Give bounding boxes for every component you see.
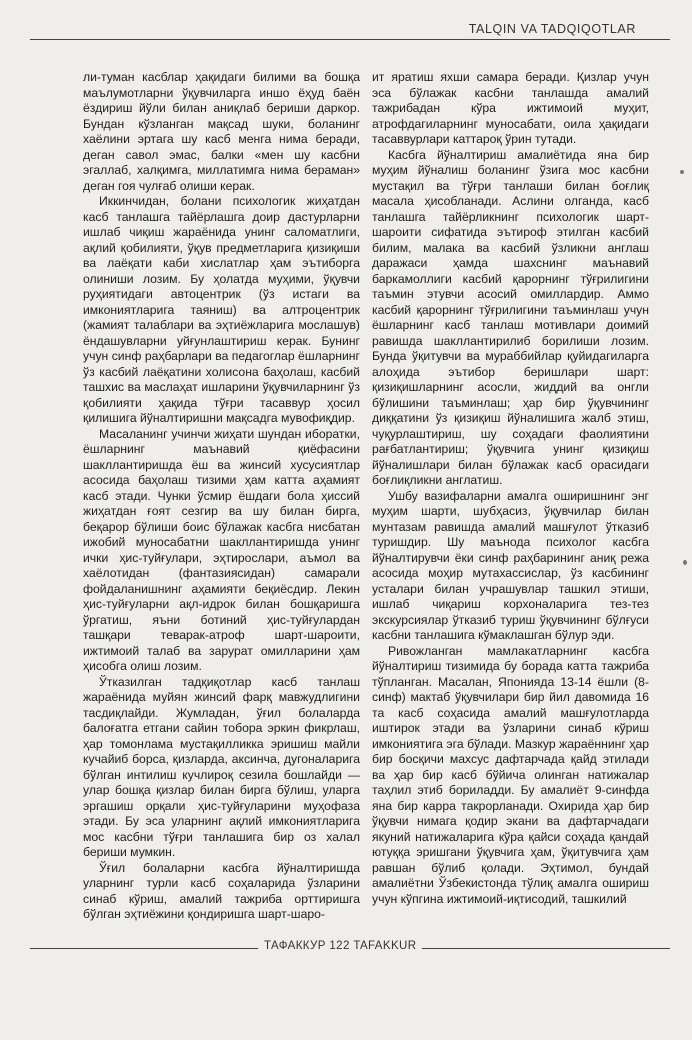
scan-speck [680,170,684,174]
running-footer [30,940,670,960]
running-header [30,22,670,42]
paragraph: Ўғил болаларни касбга йўналтиришда уларнинг турли касб соҳаларида ўзларини синаб кўриш, амалий тажриба орттиришга бўлган эҳтиёжини қондиришга шарт-шаро- [83,860,360,921]
right-column [372,70,649,912]
header-title: TALQIN VA TADQIQOTLAR [463,22,642,36]
paragraph: Ўтказилган тадқиқотлар касб танлаш жараёнида муйян жинсий фарқ мавжудлигини тасдиқлайди. Жумладан, ўғил болаларда балоғатга етгани сайин тобора эркин фикрлаш, ҳар томонлама мустақилликка эришиш майли кучайиб борса, қизларда, аксинча, дугоналарига бўлган интилиш кучлироқ сезила бошлайди — улар бошқа қизлар билан бирга бўлиш, уларга эргашиш орқали ҳис-туйғуларини муҳофаза этади. Бу эса уларнинг ақлий имкониятларига мос касбни тўғри танлашига бир оз халал бериши мумкин. [83,674,360,859]
header-rule [30,39,670,40]
paragraph: ит яратиш яхши самара беради. Қизлар учун эса бўлажак касбни танлашда амалий тажрибадан кўра ижтимоий муҳит, атрофдагиларнинг муносабати, оила ҳақидаги тасаввурлари каттароқ ўрин тутади. [372,70,649,146]
paragraph: Иккинчидан, болани психологик жиҳатдан касб танлашга тайёрлашга доир дастурларни ишлаб чиқиш жараёнида унинг саломатлиги, ақлий қобилияти, ўқув предметларига қизиқиши ва лаёқати каби хислатлар ҳам эътиборга олиниши лозим. Бу ҳолатда муҳими, ўқувчи руҳиятидаги автоцентрик (ўз истаги ва имкониятларига таяниш) ва алтроцентрик (жамият талаблари ва эҳтиёжларига мослашув) ёндашувларни уйғунлаштириш керак. Бунинг учун синф раҳбарлари ва педагоглар ёшларнинг ўз касбий лаёқатини холисона баҳолаш, касбий ташхис ва маслаҳат ишларини ўқувчиларнинг ўз қобилияти ҳақида тўғри тасаввур ҳосил қилишига йўналтиришни мақсадга мувофиқдир. [83,194,360,425]
left-column [83,70,360,921]
footer-page-label: ТАФАККУР 122 TAFAKKUR [258,940,422,952]
paragraph: Масаланинг учинчи жиҳати шундан иборатки, ёшларнинг маънавий қиёфасини шакллантиришда ёш ва жинсий хусусиятлар асосида баҳолаш тизими ҳам катта аҳамият касб этади. Чунки ўсмир ёшдаги бола ҳиссий жиҳатдан ғоят сезгир ва шу билан бирга, беқарор бўлиши боис бўлажак касбга нисбатан ижобий муносабатни шакллантиришда унинг ички ҳис-туйғулари, эҳтирослари, аъмол ва хаёлотидан (фантазиясидан) самарали фойдаланишнинг аҳамияти беқиёсдир. Лекин ҳис-туйғуларни ақл-идрок билан бошқаришга ўргатиш, яъни ботиний ҳис-туйғулардан ташқари теварак-атроф шарт-шароити, ижтимоий талаб ва зарурат омилларини ҳам ҳисобга олиш лозим. [83,426,360,673]
scan-speck [683,560,687,565]
paragraph: Касбга йўналтириш амалиётида яна бир муҳим йўналиш боланинг ўзига мос касбни мустақил ва тўғри танлаши билан боғлиқ масала ҳисобланади. Аслини олганда, касб танлашга тайёрликнинг психологик шарт-шароити сифатида эътироф этилган касбий билим, малака ва касбий ўзликни англаш даражаси ҳамда шахснинг маънавий баркамоллиги касбий қарорнинг тўғрилигини таъмин этувчи асосий омиллардир. Аммо касбий қарорнинг тўғрилигини таъминлаш учун ёшларнинг касб танлаш мотивлари доимий равишда шакллантирилиб борилиши лозим. Бунда ўқитувчи ва мураббийлар қуйидагиларга алоҳида эътибор беришлари шарт: қизиқишларнинг асосли, жиддий ва онгли бўлишини таъминлаш; ҳар бир ўқувчининг диққатини ўз қизиқиш йўналишига жалб этиш, чуқурлаштириш, шу соҳадаги фаолиятини рағбатлантириш; ўқувчига унинг қизиқиш йўналишлари билан бўлажак касб орасидаги боғлиқликни англатиш. [372,147,649,487]
article-body [83,70,649,921]
paragraph: Ривожланган мамлакатларнинг касбга йўналтириш тизимида бу борада катта тажриба тўпланган. Масалан, Японияда 13-14 ёшли (8-синф) мактаб ўқувчилари бир йил давомида 16 та касб соҳасида амалий машғулотларда иштирок этади ва ўзларини синаб кўриш имкониятига эга бўлади. Мазкур жараённинг ҳар бир босқичи махсус дафтарчада қайд этилади ва ҳар бир касб бўйича олинган натижалар таҳлил этиб бориладди. Бу амалиёт 9-синфда яна бир карра такрорланади. Охирида ҳар бир ўқувчи нимага қодир экани ва дафтарчадаги якуний натижаларига кўра қайси соҳада қандай ютуққа эришгани ўқувчига ҳам, ўқитувчига ҳам равшан бўлиб қолади. Эҳтимол, бундай амалиётни Ўзбекистонда тўлиқ амалга ошириш учун кўпгина ижтимоий-иқтисодий, ташкилий [372,643,649,906]
paragraph: Ушбу вазифаларни амалга оширишнинг энг муҳим шарти, шубҳасиз, ўқувчилар билан мунтазам равишда амалий машғулот ўтказиб туришдир. Шу маънода психолог касбга йўналтирувчи ёки синф раҳбарининг аниқ режа асосида моҳир мутахассислар, ўз касбининг усталари билан учрашувлар ташкил этиши, ишлаб чиқариш корхоналарига тез-тез экскурсиялар ўтказиб туриш ўқувчининг бўлғуси касбни танлашига кўмаклашган бўлур эди. [372,488,649,642]
paragraph: ли-туман касблар ҳақидаги билими ва бошқа маълумотларни ўқувчиларга иншо ёҳуд баён ёздириш йўли билан аниқлаб бериши даркор. Бундан кўзланган мақсад шуки, боланинг хаёлини эртага шу касб менга нима беради, деган савол эмас, балки «мен шу касбни эгаллаб, халқимга, миллатимга нима бераман» деган гоя чулғаб олиши керак. [83,70,360,193]
